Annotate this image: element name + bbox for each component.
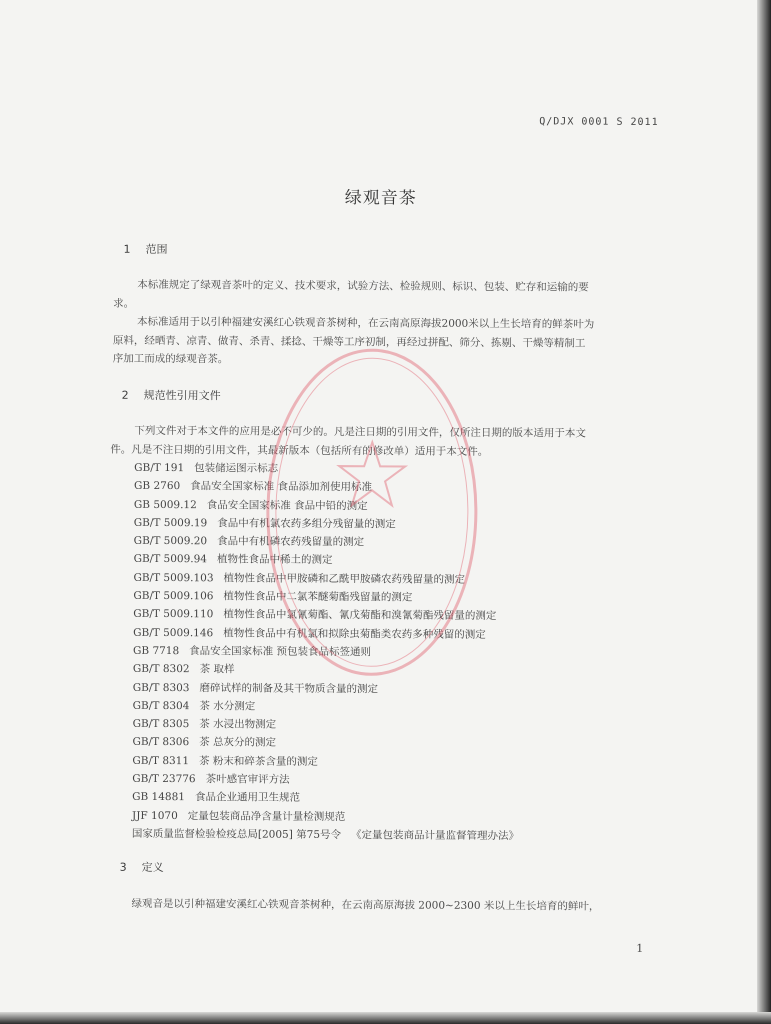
reference-code: GB/T 5009.103 xyxy=(133,571,214,585)
reference-item xyxy=(134,550,521,571)
reference-item xyxy=(134,459,521,480)
reference-title: 包装储运图示标志 xyxy=(194,462,279,475)
reference-title: 植物性食品中稀土的测定 xyxy=(216,553,333,567)
reference-code: GB/T 5009.20 xyxy=(133,535,208,548)
reference-item xyxy=(132,752,519,773)
reference-title: 食品安全国家标准 食品添加剂使用标准 xyxy=(190,480,373,494)
reference-title: 食品安全国家标准 食品中铅的测定 xyxy=(206,498,368,512)
reference-title: 茶 总灰分的测定 xyxy=(199,736,277,750)
reference-title: 《定量包装商品计量监督管理办法》 xyxy=(350,829,520,843)
reference-item xyxy=(133,605,520,626)
text-line: 件。凡是不注日期的引用文件，其最新版本（包括所有的修改单）适用于本文件。 xyxy=(110,443,489,458)
reference-item xyxy=(133,587,520,608)
reference-title: 食品安全国家标准 预包装食品标签通则 xyxy=(189,645,372,659)
reference-code: GB/T 5009.106 xyxy=(133,589,214,603)
section-1-paragraph-1 xyxy=(113,276,661,316)
reference-code: GB/T 8306 xyxy=(132,736,190,749)
reference-title: 茶 取样 xyxy=(199,663,235,676)
section-2-paragraph-1 xyxy=(110,422,662,462)
reference-item xyxy=(132,733,519,754)
reference-item xyxy=(133,623,520,644)
text-line: 下列文件对于本文件的应用是必不可少的。凡是注日期的引用文件，仅所注日期的版本适用于本文 xyxy=(134,424,586,440)
reference-code: GB/T 5009.94 xyxy=(133,553,208,566)
reference-item xyxy=(132,788,519,809)
reference-item xyxy=(134,477,521,498)
page-number: 1 xyxy=(636,941,644,955)
section-number: 3 xyxy=(119,860,127,874)
reference-title: 植物性食品中甲胺磷和乙酰甲胺磷农药残留量的测定 xyxy=(223,572,466,586)
reference-item xyxy=(132,825,519,846)
reference-code: 国家质量监督检验检疫总局[2005] 第75号令 xyxy=(131,827,342,842)
reference-code: GB/T 8304 xyxy=(132,699,190,713)
text-line: 序加工而成的绿观音茶。 xyxy=(112,352,229,366)
reference-code: GB 7718 xyxy=(132,644,180,658)
reference-item xyxy=(134,495,521,516)
reference-item xyxy=(132,770,519,791)
reference-item xyxy=(132,806,519,827)
section-number: 1 xyxy=(123,242,131,256)
section-1-paragraph-2 xyxy=(113,313,661,372)
section-1-heading xyxy=(123,241,167,257)
section-number: 2 xyxy=(121,388,129,402)
section-title: 范围 xyxy=(145,242,168,257)
reference-code: GB/T 191 xyxy=(134,461,185,475)
reference-code: GB/T 23776 xyxy=(132,772,196,786)
reference-code: GB 14881 xyxy=(132,791,186,804)
reference-code: GB/T 5009.146 xyxy=(133,626,214,639)
reference-item xyxy=(133,569,520,590)
section-title: 规范性引用文件 xyxy=(143,388,221,403)
reference-title: 茶 粉末和碎茶含量的测定 xyxy=(199,754,318,768)
reference-title: 茶叶感官审评方法 xyxy=(205,773,290,786)
section-3-heading xyxy=(120,859,164,875)
text-line: 本标准规定了绿观音茶叶的定义、技术要求，试验方法、检验规则、标识、包装、贮存和运输的要 xyxy=(137,278,589,294)
reference-code: GB/T 5009.19 xyxy=(133,516,208,530)
reference-item xyxy=(133,697,520,718)
reference-title: 茶 水浸出物测定 xyxy=(199,718,277,731)
text-line: 求。 xyxy=(113,297,135,310)
reference-item xyxy=(134,532,521,553)
text-line: 本标准适用于以引种福建安溪红心铁观音茶树种，在云南高原海拔2000米以上生长培育的鲜茶叶为 xyxy=(136,315,595,331)
document-code: Q/DJX 0001 S 2011 xyxy=(539,116,659,129)
reference-code: GB 2760 xyxy=(133,480,181,493)
reference-code: GB 5009.12 xyxy=(133,498,197,511)
reference-title: 食品中有机氯农药多组分残留量的测定 xyxy=(217,517,396,531)
text-line: 绿观音是以引种福建安溪红心铁观音茶树种，在云南高原海拔 2000~2300 米以上生长培育的鲜叶， xyxy=(131,897,600,913)
reference-title: 食品企业通用卫生规范 xyxy=(194,791,301,805)
reference-item xyxy=(133,715,520,736)
reference-code: GB/T 8303 xyxy=(132,681,190,694)
reference-title: 茶 水分测定 xyxy=(199,700,256,713)
reference-title: 植物性食品中氯氰菊酯、氰戊菊酯和溴氰菊酯残留量的测定 xyxy=(223,608,497,623)
reference-item xyxy=(133,642,520,663)
section-3-paragraph-1 xyxy=(107,895,667,917)
reference-code: GB/T 8305 xyxy=(132,717,190,731)
reference-title: 磨碎试样的制备及其干物质含量的测定 xyxy=(199,681,379,695)
reference-title: 植物性食品中二氯苯醚菊酯残留量的测定 xyxy=(223,590,413,604)
document-title: 绿观音茶 xyxy=(344,188,417,209)
section-title: 定义 xyxy=(141,860,164,875)
reference-title: 定量包装商品净含量计量检测规范 xyxy=(187,809,346,823)
reference-code: GB/T 8311 xyxy=(132,754,190,767)
reference-title: 食品中有机磷农药残留量的测定 xyxy=(217,535,365,549)
scan-edge-right xyxy=(757,0,771,1024)
reference-code: GB/T 8302 xyxy=(132,663,190,676)
reference-title: 植物性食品中有机氯和拟除虫菊酯类农药多种残留的测定 xyxy=(223,627,486,641)
reference-code: GB/T 5009.110 xyxy=(133,608,214,621)
section-2-heading xyxy=(122,387,221,404)
reference-item xyxy=(134,514,521,535)
reference-item xyxy=(133,660,520,681)
reference-list xyxy=(132,459,521,846)
text-line: 原料，经晒青、凉青、做青、杀青、揉捻、干燥等工序初制，再经过拼配、筛分、拣剔、干燥等精制工 xyxy=(112,334,586,350)
reference-code: JJF 1070 xyxy=(131,809,178,822)
reference-item xyxy=(133,678,520,699)
scan-edge-bottom xyxy=(0,1012,771,1024)
